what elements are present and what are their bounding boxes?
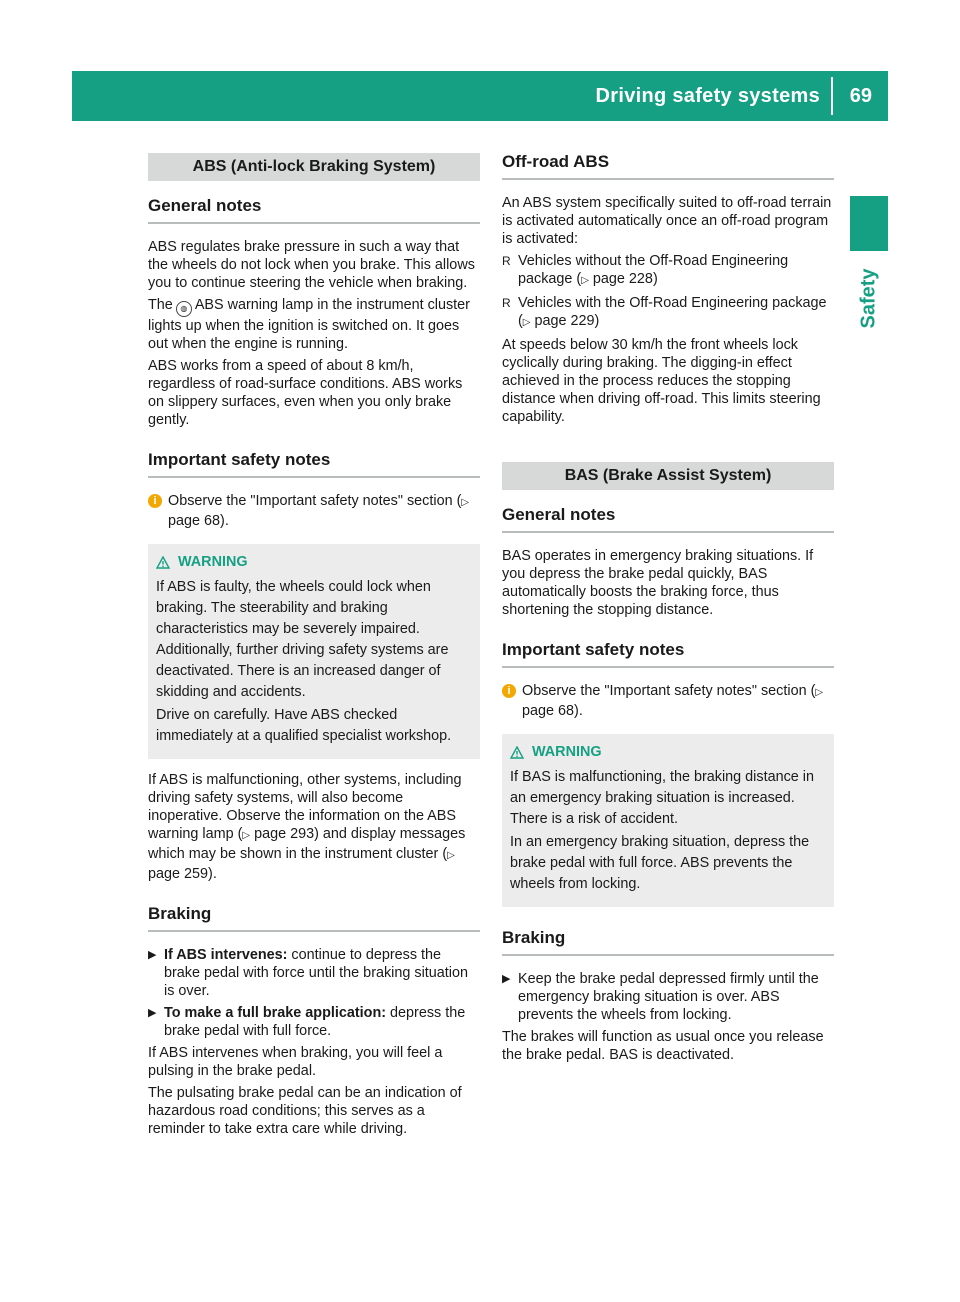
page-link[interactable]: page 259 xyxy=(148,866,209,882)
left-column xyxy=(148,153,480,1142)
paragraph: If ABS is malfunctioning, other systems, including driving safety systems, will also become inoperative. Observe the information on the ABS warning lamp (▷ page 293) and display messages which may be shown in the instrument cluster (▷ page 259). xyxy=(148,772,466,882)
warning-text: In an emergency braking situation, depress the brake pedal with full force. ABS prevents the wheels from locking. xyxy=(510,834,810,892)
warning-box xyxy=(148,544,480,759)
page-reference-triangle-icon: ▷ xyxy=(581,275,589,286)
section-band-abs: ABS (Anti-lock Braking System) xyxy=(148,153,480,181)
paragraph: The brakes will function as usual once you release the brake pedal. BAS is deactivated. xyxy=(502,1029,824,1063)
page-number: 69 xyxy=(849,85,872,107)
action-arrow-icon: ▶ xyxy=(502,973,511,985)
paragraph: At speeds below 30 km/h the front wheels lock cyclically during braking. The digging-in effect achieved in the process reduces the stopping distance when driving off-road. This limits steering capability. xyxy=(502,337,821,425)
page-reference-triangle-icon: ▷ xyxy=(461,497,470,508)
heading-braking: Braking xyxy=(148,905,480,932)
warning-title: WARNING xyxy=(532,744,602,760)
page-reference-triangle-icon: ▷ xyxy=(522,317,531,328)
paragraph: ABS regulates brake pressure in such a way that the wheels do not lock when you brake. This allows you to continue steering the vehicle when braking. xyxy=(148,239,475,291)
warning-text: Drive on carefully. Have ABS checked immediately at a qualified specialist workshop. xyxy=(156,707,452,744)
action-arrow-icon: ▶ xyxy=(148,949,157,961)
info-text: Observe the "Important safety notes" section (▷ page 68). xyxy=(168,493,470,529)
warning-text: If BAS is malfunctioning, the braking distance in an emergency braking situation is increased. There is a risk of accident. xyxy=(510,769,814,827)
warning-header xyxy=(510,743,826,761)
list-item: R Vehicles with the Off-Road Engineering package (▷ page 229) xyxy=(502,294,834,332)
warning-triangle-icon xyxy=(510,746,524,759)
page-link[interactable]: page 68 xyxy=(522,703,575,719)
list-item: R Vehicles without the Off-Road Engineering package (▷ page 228) xyxy=(502,252,834,290)
heading-important-safety-notes: Important safety notes xyxy=(148,451,480,478)
info-icon: i xyxy=(148,494,162,508)
warning-header xyxy=(156,553,472,571)
paragraph: An ABS system specifically suited to off-road terrain is activated automatically once an off-road program is activated: xyxy=(502,195,832,247)
paragraph: ABS works from a speed of about 8 km/h, regardless of road-surface conditions. ABS works on slippery surfaces, even when you only brake gently. xyxy=(148,358,463,428)
warning-triangle-icon xyxy=(156,556,170,569)
heading-general-notes: General notes xyxy=(148,197,480,224)
side-section-label-text: Safety xyxy=(857,267,880,329)
info-icon: i xyxy=(502,684,516,698)
paragraph: The ◍ ABS warning lamp in the instrument cluster lights up when the ignition is switched on. It goes out when the engine is running. xyxy=(148,297,470,352)
list-item: ▶ If ABS intervenes: continue to depress the brake pedal with force until the braking situation is over. xyxy=(148,947,468,999)
header-bar xyxy=(72,71,888,121)
paragraph: BAS operates in emergency braking situations. If you depress the brake pedal quickly, BAS automatically boosts the braking force, thus shortening the stopping distance. xyxy=(502,548,814,618)
warning-title: WARNING xyxy=(178,554,248,570)
action-arrow-icon: ▶ xyxy=(148,1007,157,1019)
bullet-icon: R xyxy=(502,296,511,310)
page-reference-triangle-icon: ▷ xyxy=(815,687,824,698)
bullet-icon: R xyxy=(502,254,511,268)
heading-important-safety-notes: Important safety notes xyxy=(502,641,834,668)
side-tab-marker xyxy=(850,196,888,251)
warning-box xyxy=(502,734,834,907)
heading-off-road-abs: Off-road ABS xyxy=(502,153,834,180)
page-link[interactable]: page 68 xyxy=(168,513,221,529)
page-link[interactable]: page 228 xyxy=(592,271,653,287)
side-section-label xyxy=(842,258,896,338)
page-reference-triangle-icon: ▷ xyxy=(447,850,455,861)
header-title: Driving safety systems xyxy=(595,85,820,107)
right-column xyxy=(502,153,834,1068)
paragraph: If ABS intervenes when braking, you will feel a pulsing in the brake pedal. xyxy=(148,1045,443,1079)
abs-warning-lamp-icon: ◍ xyxy=(176,301,192,317)
page-link[interactable]: page 293 xyxy=(254,826,315,842)
heading-general-notes: General notes xyxy=(502,506,834,533)
list-item: ▶ To make a full brake application: depress the brake pedal with full force. xyxy=(148,1005,466,1039)
info-note xyxy=(502,682,834,720)
page-link[interactable]: page 229 xyxy=(534,313,595,329)
info-text: Observe the "Important safety notes" section (▷ page 68). xyxy=(522,683,824,719)
list-item: ▶ Keep the brake pedal depressed firmly until the emergency braking situation is over. ABS prevents the wheels from locking. xyxy=(502,971,819,1023)
info-note xyxy=(148,492,480,530)
warning-text: If ABS is faulty, the wheels could lock when braking. The steerability and braking characteristics may be severely impaired. Additionally, further driving safety systems are deactivated. There is an increased danger of skidding and accidents. xyxy=(156,579,449,700)
section-band-bas: BAS (Brake Assist System) xyxy=(502,462,834,490)
paragraph: The pulsating brake pedal can be an indication of hazardous road conditions; this serves as a reminder to take extra care while driving. xyxy=(148,1085,462,1137)
page-reference-triangle-icon: ▷ xyxy=(242,830,251,841)
heading-braking: Braking xyxy=(502,929,834,956)
header-separator xyxy=(831,77,833,115)
